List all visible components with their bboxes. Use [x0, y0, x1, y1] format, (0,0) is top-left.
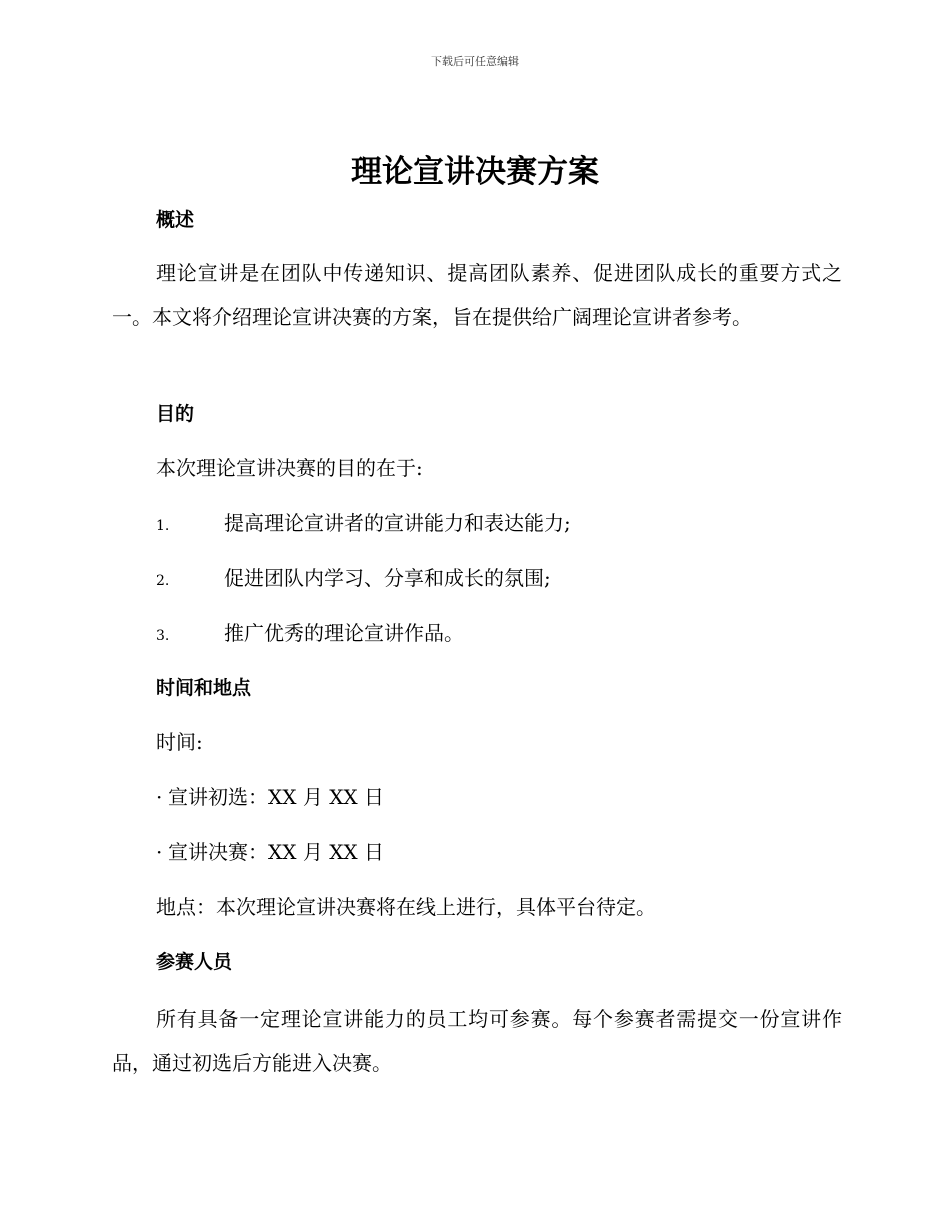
purpose-list-item — [156, 509, 571, 540]
place-text: 地点：本次理论宣讲决赛将在线上进行，具体平台待定。 — [156, 895, 656, 919]
overview-paragraph: 理论宣讲是在团队中传递知识、提高团队素养、促进团队成长的重要方式之一。本文将介绍理论宣讲决赛的方案，旨在提供给广阔理论宣讲者参考。 — [112, 261, 842, 329]
list-item-text: 推广优秀的理论宣讲作品。 — [224, 621, 464, 645]
bullet-dot: · — [156, 785, 163, 809]
participants-paragraph: 所有具备一定理论宣讲能力的员工均可参赛。每个参赛者需提交一份宣讲作品，通过初选后方能进入决赛。 — [112, 1007, 842, 1075]
purpose-list-item — [156, 619, 464, 650]
header-note: 下载后可任意编辑 — [431, 55, 519, 68]
list-number: 2. — [156, 573, 170, 589]
purpose-intro: 本次理论宣讲决赛的目的在于: — [156, 456, 423, 480]
bullet-dot: · — [156, 840, 163, 864]
purpose-heading: 目的 — [156, 403, 195, 425]
list-number: 1. — [156, 518, 170, 534]
schedule-bullet-item — [156, 783, 384, 811]
document-title: 理论宣讲决赛方案 — [351, 154, 599, 190]
list-number: 3. — [156, 628, 170, 644]
bullet-text: 宣讲初选：XX 月 XX 日 — [168, 785, 385, 809]
list-item-text: 促进团队内学习、分享和成长的氛围; — [224, 566, 551, 590]
purpose-list-item — [156, 564, 551, 595]
participants-heading: 参赛人员 — [156, 951, 233, 973]
bullet-text: 宣讲决赛：XX 月 XX 日 — [168, 840, 385, 864]
time-label: 时间: — [156, 730, 203, 754]
time-place-heading: 时间和地点 — [156, 677, 252, 699]
overview-heading: 概述 — [156, 209, 195, 231]
list-item-text: 提高理论宣讲者的宣讲能力和表达能力; — [224, 511, 571, 535]
schedule-bullet-item — [156, 838, 384, 866]
